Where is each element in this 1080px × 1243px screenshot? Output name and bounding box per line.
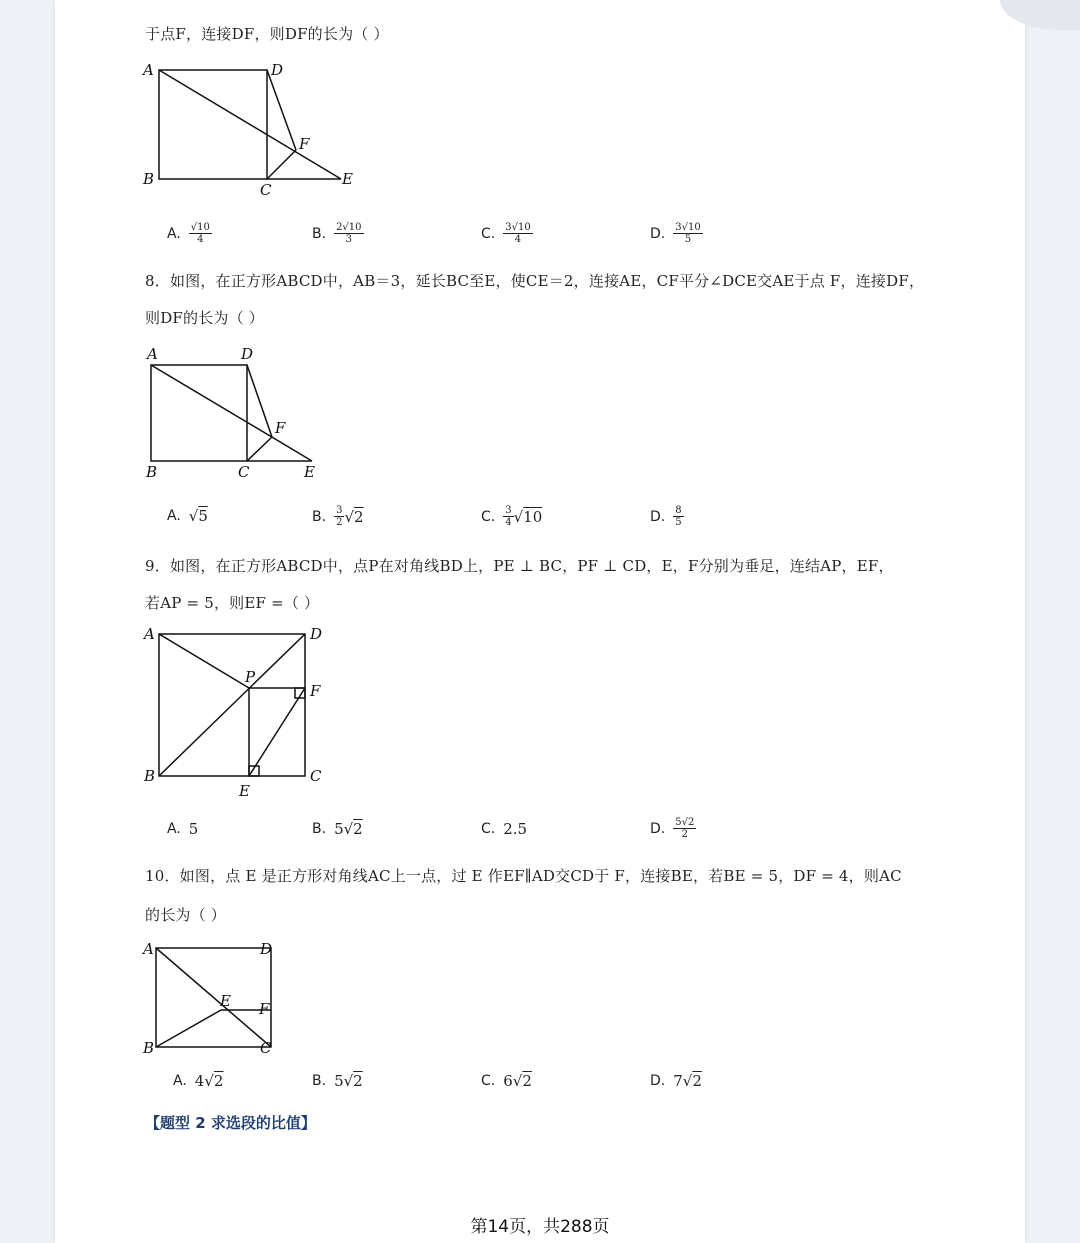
q10-label-d: D: [260, 940, 273, 958]
q7-label-b: B: [143, 170, 155, 188]
q9-text-line1: 9．如图，在正方形ABCD中，点P在对角线BD上，PE ⊥ BC，PF ⊥ CD，E，F分别为垂足，连结AP，EF，: [145, 557, 894, 575]
q8-label-b: B: [146, 463, 158, 481]
q8-line-cf: [247, 437, 272, 461]
q7-label-c: C: [260, 181, 272, 199]
q7-label-a: A: [143, 61, 154, 79]
q10-label-c: C: [260, 1039, 272, 1057]
q7-label-f: F: [299, 135, 310, 153]
q10-option-b[interactable]: B. 5 √ 2: [312, 1072, 363, 1090]
q9-option-d[interactable]: D. $\frac{5√2}{2}$: [650, 817, 695, 840]
q8-option-d[interactable]: D. $\frac{8}{5}$: [650, 505, 682, 528]
q10-text-line2: 的长为（ ）: [145, 906, 226, 924]
q7-text: 于点F，连接DF，则DF的长为（ ）: [145, 25, 389, 43]
q9-label-d: D: [310, 625, 323, 643]
q8-label-d: D: [241, 345, 254, 363]
q8-option-c[interactable]: C. $\frac{3}{4}$ √ 10: [481, 505, 543, 528]
q10-label-b: B: [143, 1039, 155, 1057]
q7-label-e: E: [342, 170, 353, 188]
q8-label-c: C: [238, 463, 250, 481]
q9-line-ap: [159, 634, 249, 688]
q9-label-a: A: [144, 625, 155, 643]
q8-line-ae: [151, 365, 312, 461]
q9-figure: [135, 620, 355, 805]
q10-diagonal-ac: [156, 948, 271, 1047]
q9-label-f: F: [310, 682, 321, 700]
q10-label-a: A: [143, 940, 154, 958]
q8-text-line1: 8．如图，在正方形ABCD中，AB＝3，延长BC至E，使CE＝2，连接AE，CF平分∠DCE交AE于点 F，连接DF，: [145, 272, 925, 290]
q9-line-ef: [249, 688, 305, 776]
q8-option-b[interactable]: B. $\frac{3}{2}$ √ 2: [312, 505, 364, 528]
q9-diagonal-bd: [159, 634, 305, 776]
q9-label-e: E: [239, 782, 250, 800]
q8-figure: [135, 340, 375, 485]
q7-option-a[interactable]: A. $\frac{√10}{4}$: [167, 222, 210, 245]
q10-label-f: F: [259, 1000, 270, 1018]
q9-label-b: B: [144, 767, 156, 785]
q7-option-d[interactable]: D. $\frac{3√10}{5}$: [650, 222, 701, 245]
q8-label-f: F: [275, 419, 286, 437]
q9-label-p: P: [245, 668, 256, 686]
q7-figure: [135, 58, 375, 203]
q8-text-line2: 则DF的长为（ ）: [145, 309, 265, 327]
q7-option-c[interactable]: C. $\frac{3√10}{4}$: [481, 222, 531, 245]
q10-figure: [135, 938, 335, 1063]
q8-line-df: [247, 365, 272, 437]
q8-label-a: A: [147, 345, 158, 363]
q10-label-e: E: [220, 992, 231, 1010]
q10-option-c[interactable]: C. 6 √ 2: [481, 1072, 532, 1090]
q9-option-a[interactable]: A. 5: [167, 820, 199, 838]
q7-label-d: D: [271, 61, 284, 79]
q9-text-line2: 若AP = 5，则EF =（ ）: [145, 594, 320, 612]
q9-option-c[interactable]: C. 2.5: [481, 820, 528, 838]
document-page: [55, 0, 1025, 1243]
q7-option-b[interactable]: B. $\frac{2√10}{3}$: [312, 222, 362, 245]
q10-text-line1: 10．如图，点 E 是正方形对角线AC上一点，过 E 作EF∥AD交CD于 F，连接BE，若BE = 5，DF = 4，则AC: [145, 867, 902, 885]
q7-line-ae: [159, 70, 341, 179]
section-heading: 【题型 2 求选段的比值】: [145, 1114, 316, 1132]
q10-option-d[interactable]: D. 7 √ 2: [650, 1072, 702, 1090]
q9-option-b[interactable]: B. 5 √ 2: [312, 820, 363, 838]
q10-option-a[interactable]: A. 4 √ 2: [173, 1072, 224, 1090]
q10-line-be: [156, 1010, 221, 1047]
q9-label-c: C: [310, 767, 322, 785]
q7-line-cf: [267, 150, 296, 179]
q8-label-e: E: [304, 463, 315, 481]
q8-option-a[interactable]: A. √ 5: [167, 507, 208, 525]
page-number: 第14页，共288页: [470, 1217, 610, 1237]
